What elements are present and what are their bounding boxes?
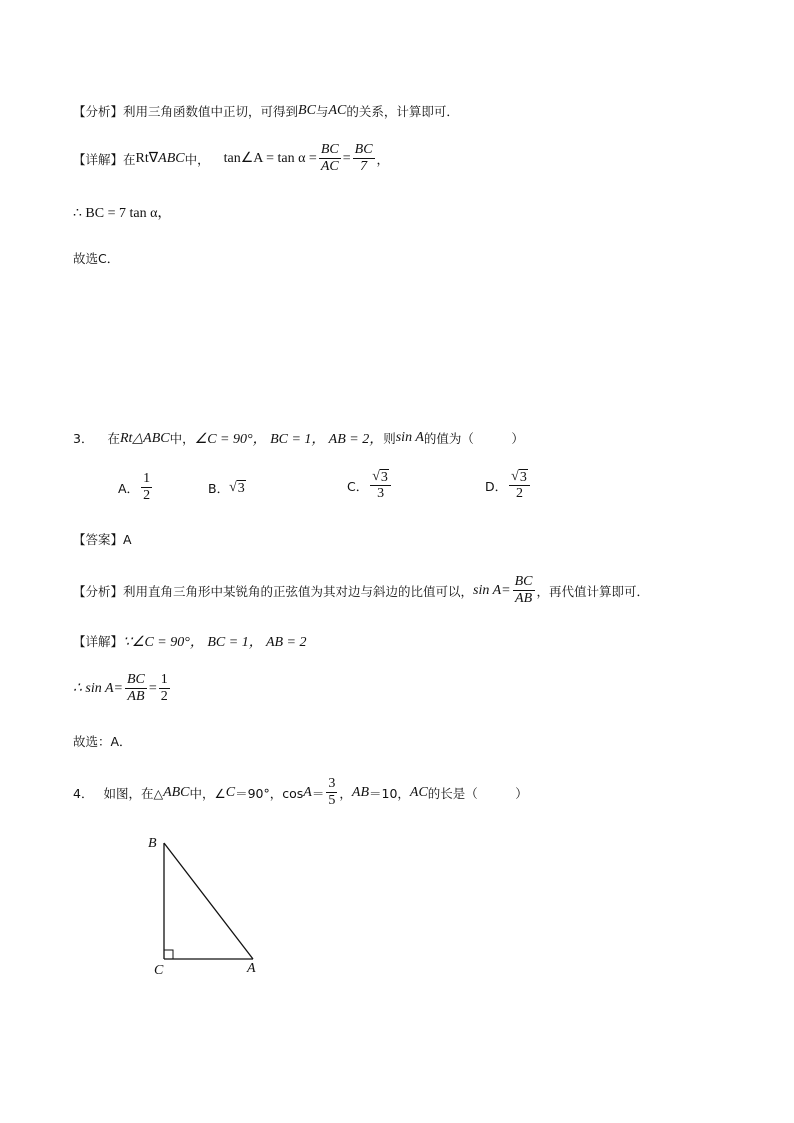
math-rt-symbol: ∇ [148, 151, 159, 166]
sqrt-sign: √ [372, 469, 380, 484]
stem-text: 中， [169, 431, 195, 446]
sqrt-sign: √ [229, 480, 237, 495]
math-eq: = [342, 150, 351, 166]
fraction-numerator: 1 [160, 672, 168, 687]
fraction-numerator: BC [127, 672, 145, 687]
option-label: C． [347, 478, 369, 494]
analysis-text: ，再代值计算即可． [536, 583, 650, 599]
vertex-label-a: A [247, 961, 256, 976]
math-bc: BC [298, 103, 316, 118]
math-conditions: ∠C = 90°， BC = 1， AB = 2， [194, 432, 384, 447]
sqrt-sign: √ [511, 469, 519, 484]
math-sin-a: ∴ sin A= [73, 681, 123, 696]
fraction-numerator: BC [320, 142, 339, 157]
option-label: D． [485, 478, 508, 494]
math-ab: AB [351, 784, 369, 800]
fraction-denominator: 5 [328, 793, 336, 808]
math-ac: AC [409, 784, 428, 800]
q2-conclusion: 故选C． [73, 251, 120, 266]
stem-text: 的值为（ ） [423, 431, 524, 446]
sqrt-radicand: 3 [237, 481, 245, 496]
fraction-numerator: 3 [328, 776, 336, 791]
answer-label: 【答案】 [73, 532, 124, 547]
analysis-text: 的关系，计算即可． [346, 104, 459, 119]
math-sin-a: sin A [395, 430, 424, 445]
answer-value: A [123, 531, 132, 547]
math-abc: ABC [163, 784, 190, 800]
vertex-label-c: C [154, 963, 164, 978]
stem-text: 如图，在△ [103, 785, 164, 801]
stem-text: 中，∠ [189, 785, 226, 801]
comma: ， [376, 151, 390, 167]
option-label: A． [118, 480, 140, 496]
side-ab [164, 843, 253, 959]
math-rt-abc: Rt△ABC [119, 430, 170, 446]
q2-result: ∴ BC = 7 tan α， [73, 206, 172, 221]
fraction-denominator: AC [320, 159, 339, 174]
math-tan: tan∠A = tan α = [223, 151, 317, 166]
math-a: A [303, 784, 312, 800]
analysis-label: 【分析】 [73, 104, 124, 119]
detail-text: 中， [184, 151, 210, 167]
analysis-text: 利用三角函数值中正切，可得到 [123, 104, 299, 119]
stem-text: ＝10， [369, 785, 410, 801]
fraction-denominator: 2 [143, 488, 151, 503]
sqrt-radicand: 3 [380, 470, 388, 485]
question-number: 4． [73, 785, 94, 801]
fraction-denominator: 2 [160, 689, 168, 704]
stem-text: 的长是（ ） [427, 785, 528, 801]
fraction-denominator: AB [515, 591, 533, 606]
fraction-numerator: 1 [143, 471, 151, 486]
stem-text: 在 [107, 431, 120, 446]
fraction-numerator: BC [354, 142, 373, 157]
stem-text: 则 [383, 431, 396, 446]
analysis-text: 与 [315, 104, 329, 119]
stem-text: ＝ [311, 785, 325, 801]
math-eq: = [148, 680, 157, 696]
math-abc: ABC [158, 150, 185, 166]
math-c: C [225, 784, 236, 800]
math-conditions: ∵∠C = 90°， BC = 1， AB = 2 [123, 635, 307, 650]
detail-label: 【详解】 [73, 634, 124, 649]
stem-text: ， [339, 785, 352, 801]
analysis-label: 【分析】 [73, 583, 124, 599]
detail-text: 在 [123, 151, 136, 167]
vertex-label-b: B [148, 836, 157, 851]
fraction-denominator: 2 [515, 486, 523, 501]
q3-conclusion: 故选：A． [73, 734, 132, 749]
fraction-denominator: 7 [360, 159, 368, 174]
fraction-denominator: AB [127, 689, 145, 704]
option-label: B． [208, 481, 230, 496]
math-sin-a: sin A= [473, 582, 511, 598]
sqrt-radicand: 3 [519, 470, 527, 485]
fraction-numerator: BC [514, 574, 533, 589]
math-rt: Rt [135, 150, 149, 166]
right-angle-marker [164, 950, 173, 959]
fraction-denominator: 3 [377, 486, 385, 501]
question-number: 3． [73, 431, 94, 446]
math-ac: AC [328, 103, 347, 118]
detail-label: 【详解】 [73, 151, 124, 167]
analysis-text: 利用直角三角形中某锐角的正弦值为其对边与斜边的比值可以， [123, 583, 474, 599]
stem-text: ＝90°，cos [235, 785, 304, 801]
